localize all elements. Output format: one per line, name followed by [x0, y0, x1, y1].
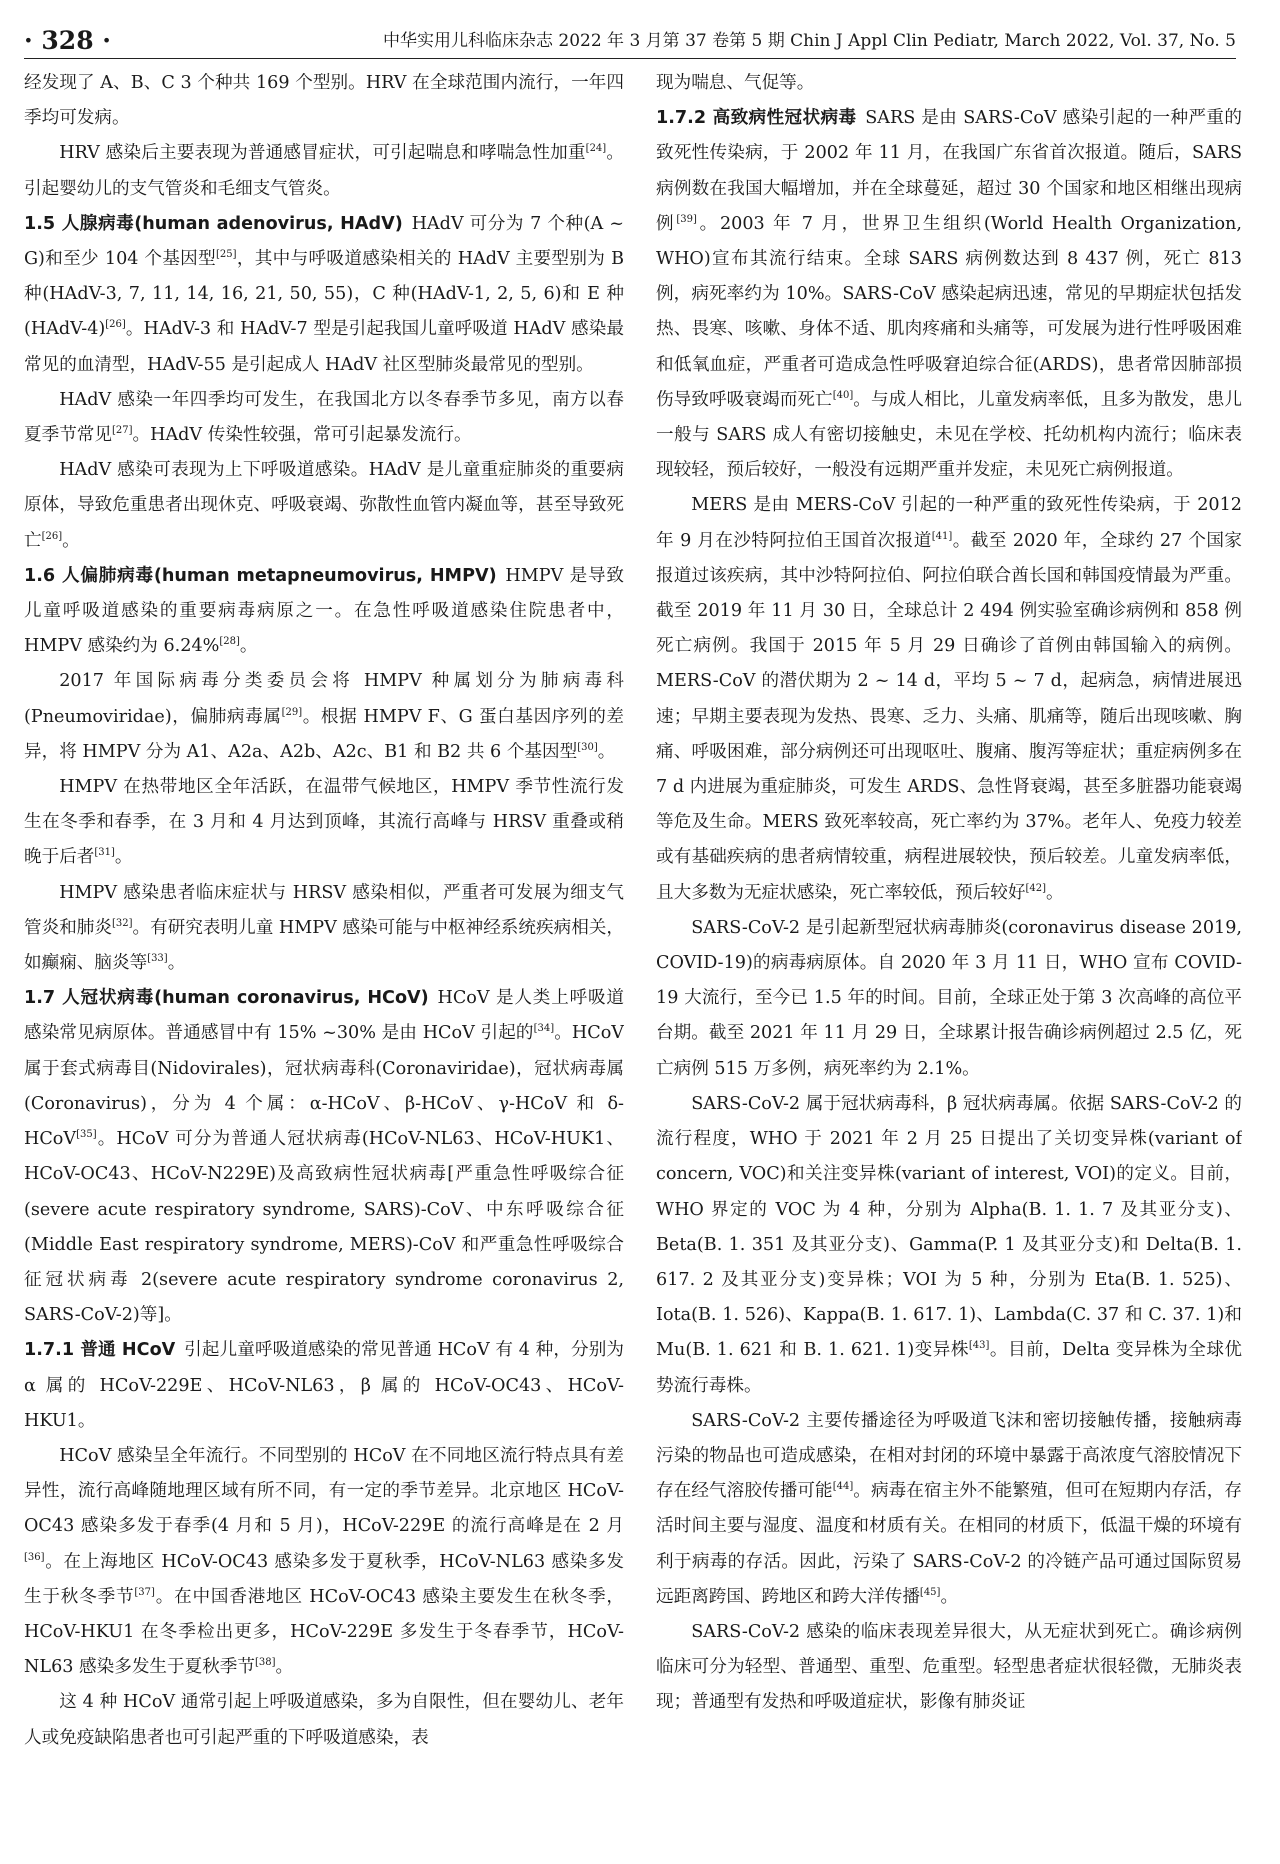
- text: 。HAdV 传染性较强，常可引起暴发流行。: [132, 425, 472, 446]
- section-heading: 1.5 人腺病毒(human adenovirus, HAdV): [24, 213, 403, 234]
- paragraph: [24, 66, 624, 136]
- citation-ref: [26]: [41, 530, 63, 542]
- text: 。HCoV 可分为普通人冠状病毒(HCoV-NL63、HCoV-HUK1、HCoV-OC43、HCoV-N229E)及高致病性冠状病毒[严重急性呼吸综合征(severe acute respiratory syndrome, SARS)-CoV、中东呼吸综合征(Middle East respiratory syndrome, MERS)-CoV 和严重急性呼吸综合征冠状病毒 2(severe acute respiratory syndrome coronavirus 2, SARS-CoV-2)等]。: [24, 1129, 624, 1326]
- subsection-heading: 1.7.2 高致病性冠状病毒: [656, 108, 857, 129]
- page-header: [24, 24, 1236, 59]
- citation-ref: [32]: [112, 917, 133, 929]
- citation-ref: [33]: [147, 953, 168, 965]
- citation-ref: [44]: [832, 1481, 854, 1493]
- paragraph: [24, 1439, 624, 1685]
- text: HCoV 感染呈全年流行。不同型别的 HCoV 在不同地区流行特点具有差异性，流行高峰随地理区域有所不同，有一定的季节差异。北京地区 HCoV-OC43 感染多发于春季(4 月和 5 月)，HCoV-229E 的流行高峰是在 2 月: [24, 1445, 624, 1537]
- citation-ref: [27]: [111, 425, 133, 437]
- paragraph: [24, 1685, 624, 1755]
- paragraph: [656, 1615, 1242, 1721]
- paragraph: [656, 1087, 1242, 1404]
- text: 。: [275, 1657, 294, 1678]
- citation-ref: [34]: [533, 1023, 555, 1035]
- text: 这 4 种 HCoV 通常引起上呼吸道感染，多为自限性，但在婴幼儿、老年人或免疫缺陷患者也可引起严重的下呼吸道感染，表: [24, 1692, 624, 1748]
- citation-ref: [28]: [219, 636, 240, 648]
- citation-ref: [45]: [919, 1586, 941, 1598]
- citation-ref: [25]: [216, 249, 237, 261]
- paragraph: [24, 981, 624, 1333]
- paragraph: [24, 1333, 624, 1439]
- text: HCoV 是人类上呼吸道感染常见病原体。普通感冒中有 15% ~30% 是由 HCoV 引起的: [24, 988, 624, 1044]
- text: 。引起婴幼儿的支气管炎和毛细支气管炎。: [24, 143, 624, 199]
- paragraph: [24, 207, 624, 383]
- citation-ref: [43]: [968, 1340, 990, 1352]
- paragraph: [24, 876, 624, 982]
- text: MERS 是由 MERS-CoV 引起的一种严重的致死性传染病，于 2012 年 9 月在沙特阿拉伯王国首次报道: [656, 495, 1242, 551]
- citation-ref: [37]: [134, 1586, 155, 1598]
- text: 。: [114, 847, 133, 868]
- text: HAdV 感染一年四季均可发生，在我国北方以冬春季节多见，南方以春夏季节常见: [24, 389, 624, 446]
- paragraph: [24, 453, 624, 559]
- text: 。: [597, 741, 616, 762]
- text: SARS-CoV-2 主要传播途径为呼吸道飞沫和密切接触传播，接触病毒污染的物品也可造成感染，在相对封闭的环境中暴露于高浓度气溶胶情况下存在经气溶胶传播可能: [656, 1410, 1242, 1502]
- citation-ref: [42]: [1025, 882, 1047, 894]
- citation-ref: [26]: [105, 319, 126, 331]
- text: 。根据 HMPV F、G 蛋白基因序列的差异，将 HMPV 分为 A1、A2a、A2b、A2c、B1 和 B2 共 6 个基因型: [24, 706, 624, 762]
- text: HMPV 在热带地区全年活跃，在温带气候地区，HMPV 季节性流行发生在冬季和春季，在 3 月和 4 月达到顶峰，其流行高峰与 HRSV 重叠或稍晚于后者: [24, 777, 624, 868]
- paragraph: [24, 770, 624, 876]
- citation-ref: [39]: [676, 213, 697, 225]
- text: 。在中国香港地区 HCoV-OC43 感染主要发生在秋冬季，HCoV-HKU1 在冬季检出更多，HCoV-229E 多发生于冬春季节，HCoV-NL63 感染多发生于夏秋季节: [24, 1586, 624, 1678]
- section-heading: 1.6 人偏肺病毒(human metapneumovirus, HMPV): [24, 565, 497, 586]
- paragraph: [24, 664, 624, 770]
- citation-ref: [24]: [585, 143, 607, 155]
- paragraph: [656, 1404, 1242, 1615]
- text: 现为喘息、气促等。: [656, 73, 815, 93]
- text: HMPV 感染患者临床症状与 HRSV 感染相似，严重者可发展为细支气管炎和肺炎: [24, 882, 624, 938]
- text: 。: [940, 1586, 959, 1607]
- text: 。HCoV 属于套式病毒目(Nidovirales)，冠状病毒科(Coronaviridae)，冠状病毒属(Coronavirus)，分为 4 个属：α-HCoV、β-HCoV、γ-HCoV 和 δ-HCoV: [24, 1023, 624, 1150]
- text: HAdV 可分为 7 个种(A ~ G)和至少 104 个基因型: [24, 213, 624, 270]
- text: 2017 年国际病毒分类委员会将 HMPV 种属划分为肺病毒科(Pneumoviridae)，偏肺病毒属: [24, 671, 624, 727]
- text: SARS-CoV-2 是引起新型冠状病毒肺炎(coronavirus disease 2019, COVID-19)的病毒病原体。自 2020 年 3 月 11 日，WHO 宣布 COVID-19 大流行，至今已 1.5 年的时间。目前，全球正处于第 3 次高峰的高位平台期。截至 2021 年 11 月 29 日，全球累计报告确诊病例超过 2.5 亿，死亡病例 515 万多例，病死率约为 2.1%。: [656, 917, 1242, 1079]
- left-column: [24, 66, 624, 1856]
- citation-ref: [41]: [931, 530, 953, 542]
- page-number: · 328 ·: [24, 26, 111, 55]
- citation-ref: [38]: [255, 1657, 276, 1669]
- citation-ref: [31]: [94, 847, 115, 859]
- text: 。: [239, 636, 258, 657]
- text: HAdV 感染可表现为上下呼吸道感染。HAdV 是儿童重症肺炎的重要病原体，导致危重患者出现休克、呼吸衰竭、弥散性血管内凝血等，甚至导致死亡: [24, 460, 624, 551]
- text: HRV 感染后主要表现为普通感冒症状，可引起喘息和哮喘急性加重: [59, 143, 586, 164]
- text: 。截至 2020 年，全球约 27 个国家报道过该疾病，其中沙特阿拉伯、阿拉伯联合酋长国和韩国疫情最为严重。截至 2019 年 11 月 30 日，全球总计 2 494 例实验室确诊病例和 858 例死亡病例。我国于 2015 年 5 月 29 日确诊了首例由韩国输入的病例。MERS-CoV 的潜伏期为 2 ~ 14 d，平均 5 ~ 7 d，起病急，病情进展迅速；早期主要表现为发热、畏寒、乏力、头痛、肌痛等，随后出现咳嗽、胸痛、呼吸困难，部分病例还可出现呕吐、腹痛、腹泻等症状；重症病例多在 7 d 内进展为重症肺炎，可发生 ARDS、急性肾衰竭，甚至多脏器功能衰竭等危及生命。MERS 致死率较高，死亡率约为 37%。老年人、免疫力较差或有基础疾病的患者病情较重，病程进展较快，预后较差。儿童发病率低，且大多数为无症状感染，死亡率较低，预后较好: [656, 530, 1242, 903]
- citation-ref: [30]: [577, 741, 598, 753]
- text: 。: [62, 530, 80, 551]
- text: 。: [167, 953, 186, 974]
- text: SARS-CoV-2 感染的临床表现差异很大，从无症状到死亡。确诊病例临床可分为轻型、普通型、重型、危重型。轻型患者症状很轻微，无肺炎表现；普通型有发热和呼吸道症状，影像有肺炎证: [656, 1621, 1242, 1713]
- text: 。在上海地区 HCoV-OC43 感染多发于夏秋季，HCoV-NL63 感染多发生于秋冬季节: [24, 1551, 624, 1607]
- text: HMPV 是导致儿童呼吸道感染的重要病毒病原之一。在急性呼吸道感染住院患者中，HMPV 感染约为 6.24%: [24, 565, 624, 657]
- text: 。: [1046, 882, 1064, 903]
- right-column: [656, 66, 1242, 1856]
- paragraph: [24, 383, 624, 453]
- text: SARS-CoV-2 属于冠状病毒科，β 冠状病毒属。依据 SARS-CoV-2 的流行程度，WHO 于 2021 年 2 月 25 日提出了关切变异株(variant of concern, VOC)和关注变异株(variant of interest, VOI)的定义。目前，WHO 界定的 VOC 为 4 种，分别为 Alpha(B. 1. 1. 7 及其亚分支)、Beta(B. 1. 351 及其亚分支)、Gamma(P. 1 及其亚分支)和 Delta(B. 1. 617. 2 及其亚分支)变异株；VOI 为 5 种，分别为 Eta(B. 1. 525)、Iota(B. 1. 526)、Kappa(B. 1. 617. 1)、Lambda(C. 37 和 C. 37. 1)和 Mu(B. 1. 621 和 B. 1. 621. 1)变异株: [656, 1093, 1242, 1361]
- paragraph: [24, 559, 624, 665]
- citation-ref: [35]: [76, 1129, 97, 1141]
- text: ，其中与呼吸道感染相关的 HAdV 主要型别为 B 种(HAdV-3, 7, 11, 14, 16, 21, 50, 55)，C 种(HAdV-1, 2, 5, 6)和 E 种(HAdV-4): [24, 249, 624, 340]
- paragraph: [656, 101, 1242, 488]
- text: 。2003 年 7 月，世界卫生组织(World Health Organization, WHO)宣布其流行结束。全球 SARS 病例数达到 8 437 例，死亡 813 例，病死率约为 10%。SARS-CoV 感染起病迅速，常见的早期症状包括发热、畏寒、咳嗽、身体不适、肌肉疼痛和头痛等，可发展为进行性呼吸困难和低氧血症，严重者可造成急性呼吸窘迫综合征(ARDS)，患者常因肺部损伤导致呼吸衰竭而死亡: [656, 213, 1242, 410]
- text: SARS 是由 SARS-CoV 感染引起的一种严重的致死性传染病，于 2002 年 11 月，在我国广东省首次报道。随后，SARS 病例数在我国大幅增加，并在全球蔓延，超过 30 个国家和地区相继出现病例: [656, 108, 1242, 234]
- paragraph: [24, 136, 624, 206]
- text: 。HAdV-3 和 HAdV-7 型是引起我国儿童呼吸道 HAdV 感染最常见的血清型，HAdV-55 是引起成人 HAdV 社区型肺炎最常见的型别。: [24, 319, 624, 375]
- text: 。病毒在宿主外不能繁殖，但可在短期内存活，存活时间主要与湿度、温度和材质有关。在相同的材质下，低温干燥的环境有利于病毒的存活。因此，污染了 SARS-CoV-2 的冷链产品可通过国际贸易远距离跨国、跨地区和跨大洋传播: [656, 1481, 1242, 1607]
- subsection-heading: 1.7.1 普通 HCoV: [24, 1340, 176, 1361]
- section-heading: 1.7 人冠状病毒(human coronavirus, HCoV): [24, 988, 429, 1009]
- text: 。目前，Delta 变异株为全球优势流行毒株。: [656, 1340, 1242, 1396]
- text: 引起儿童呼吸道感染的常见普通 HCoV 有 4 种，分别为 α 属的 HCoV-229E、HCoV-NL63，β 属的 HCoV-OC43、HCoV- HKU1。: [24, 1340, 624, 1431]
- paragraph: [656, 911, 1242, 1087]
- journal-citation: 中华实用儿科临床杂志 2022 年 3 月第 37 卷第 5 期 Chin J Appl Clin Pediatr, March 2022, Vol. 37, No. 5: [382, 31, 1236, 51]
- citation-ref: [40]: [832, 389, 854, 401]
- citation-ref: [36]: [24, 1551, 45, 1563]
- text: 。与成人相比，儿童发病率低，且多为散发，患儿一般与 SARS 成人有密切接触史，未见在学校、托幼机构内流行；临床表现较轻，预后较好，一般没有远期严重并发症，未见死亡病例报道。: [656, 389, 1242, 481]
- paragraph: [656, 66, 1242, 101]
- citation-ref: [29]: [281, 706, 303, 718]
- text: 经发现了 A、B、C 3 个种共 169 个型别。HRV 在全球范围内流行，一年四季均可发病。: [24, 73, 624, 129]
- text: 。有研究表明儿童 HMPV 感染可能与中枢神经系统疾病相关，如癫痫、脑炎等: [24, 917, 624, 974]
- paragraph: [656, 488, 1242, 910]
